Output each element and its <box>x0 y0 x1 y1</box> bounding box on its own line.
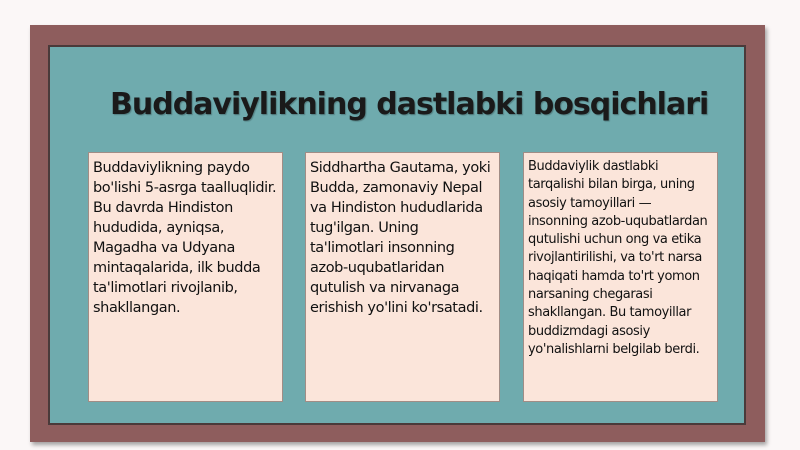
card-text: Buddaviylikning paydo bo'lishi 5-asrga taalluqlidir. Bu davrda Hindiston hududida, ayniqsa, Magadha va Udyana mintaqalarida, ilk budda ta'limotlari rivojlanib, shakllangan. <box>93 160 277 316</box>
slide-board <box>48 45 746 425</box>
text-card-gautama <box>305 152 500 402</box>
card-text: Buddaviylik dastlabki tarqalishi bilan birga, uning asosiy tamoyillari — insonning azob-uqubatlardan qutulishi uchun ong va etika rivojlantirilishi, va to'rt narsa haqiqati hamda to'rt yomon narsaning chegarasi shakllangan. Bu tamoyillar buddizmdagi asosiy yo'nalishlarni belgilab berdi. <box>528 159 708 357</box>
slide-frame <box>30 25 765 442</box>
text-card-principles <box>523 152 718 402</box>
card-text: Siddhartha Gautama, yoki Budda, zamonaviy Nepal va Hindiston hududlarida tug'ilgan. Uning ta'limotlari insonning azob-uqubatlaridan qutulish va nirvanaga erishish yo'lini ko'rsatadi. <box>310 160 491 316</box>
slide-title: Buddaviylikning dastlabki bosqichlari <box>110 87 709 122</box>
text-card-origin <box>88 152 283 402</box>
